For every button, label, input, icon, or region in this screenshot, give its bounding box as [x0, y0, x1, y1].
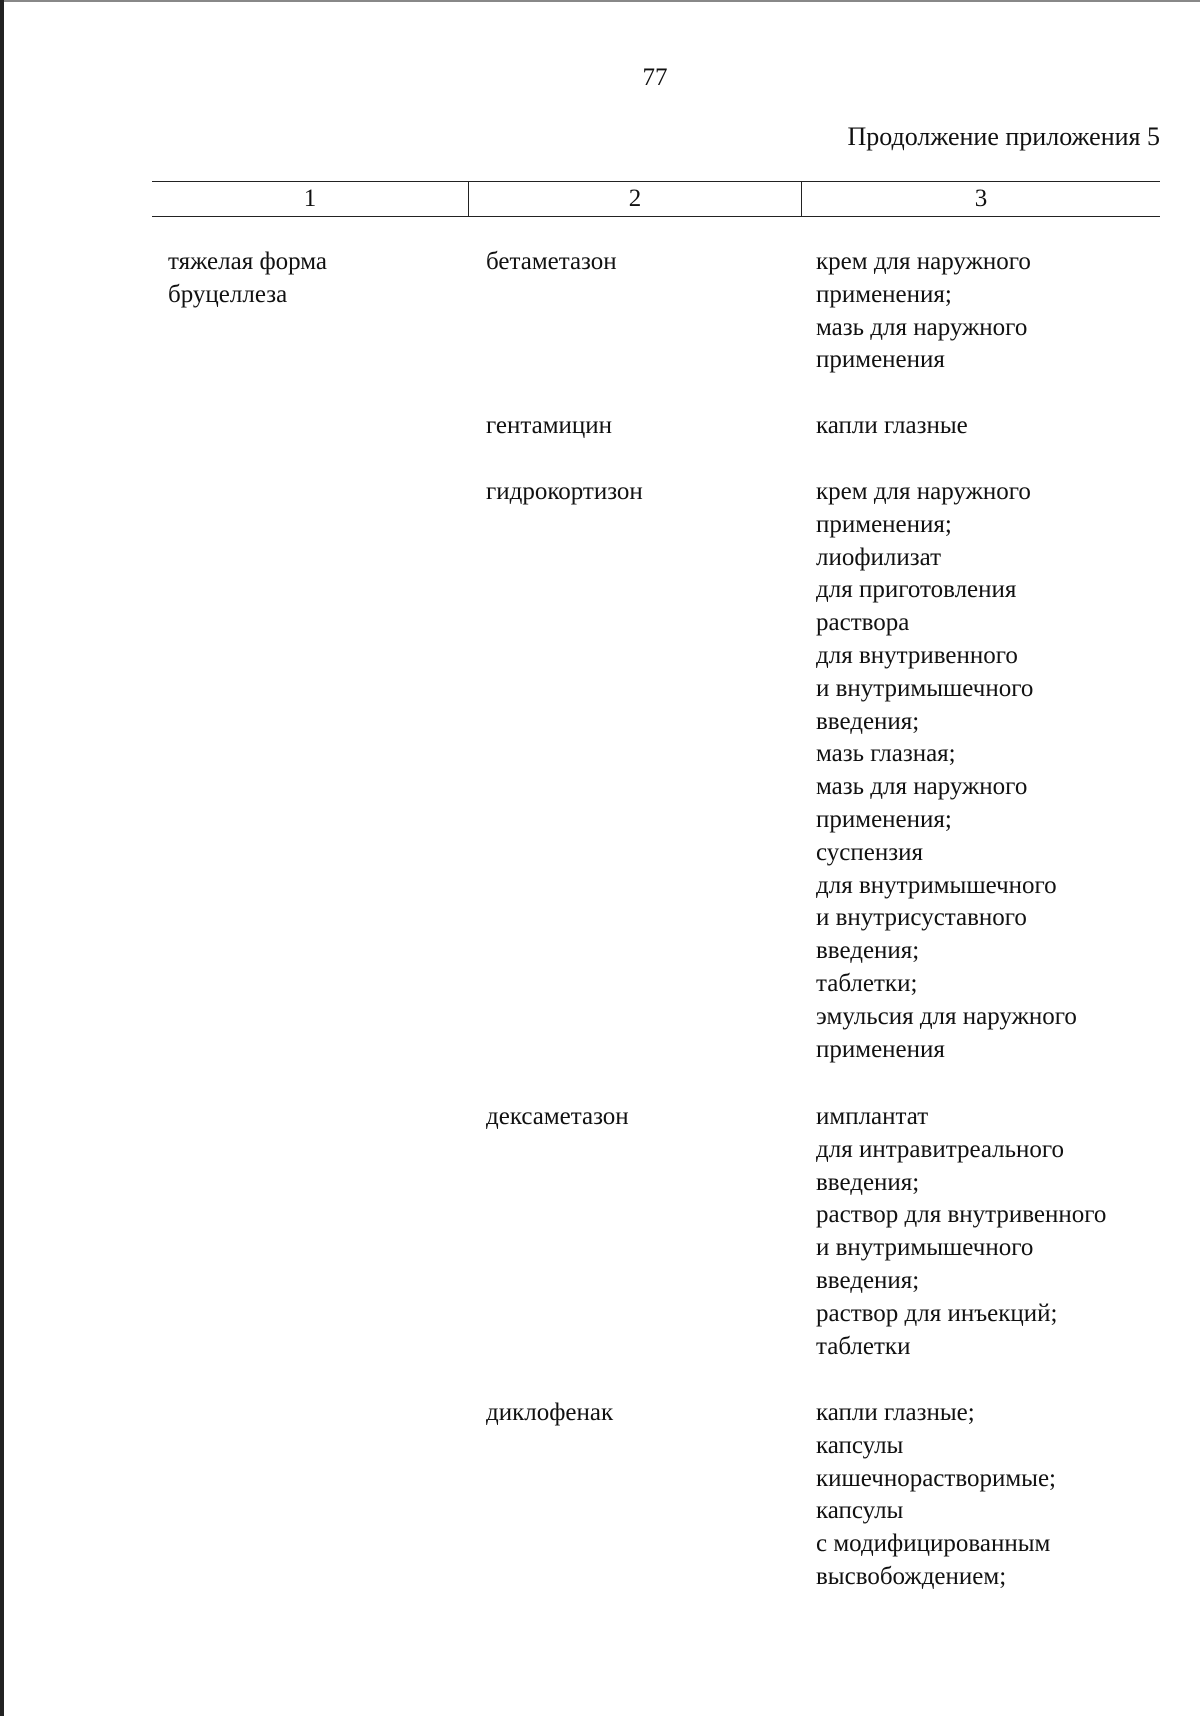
- form-line: высвобождением;: [816, 1562, 1007, 1590]
- drug-forms: [816, 246, 1031, 377]
- form-line: с модифицированным: [816, 1530, 1051, 1558]
- form-line: мазь глазная;: [816, 740, 956, 768]
- form-line: кишечнорастворимые;: [816, 1464, 1056, 1492]
- form-line: таблетки: [816, 1332, 911, 1360]
- form-line: введения;: [816, 937, 920, 965]
- drug-forms: [816, 410, 968, 443]
- header-column-1: 1: [152, 182, 469, 216]
- header-column-3: 3: [974, 185, 988, 212]
- form-line: и внутрисуставного: [816, 904, 1027, 932]
- form-line: раствора: [816, 609, 910, 637]
- scan-edge-left: [0, 0, 4, 1716]
- drug-forms: [816, 476, 1077, 1066]
- drug-forms: [816, 1397, 1056, 1594]
- form-line: применения: [816, 346, 945, 374]
- form-line: лиофилизат: [816, 543, 942, 571]
- form-line: применения;: [816, 805, 952, 833]
- form-line: капли глазные: [816, 412, 968, 439]
- form-line: и внутримышечного: [816, 1234, 1034, 1262]
- drug-name: дексаметазон: [486, 1103, 629, 1130]
- form-line: суспензия: [816, 838, 923, 866]
- form-line: и внутримышечного: [816, 674, 1034, 702]
- page-number: 77: [642, 64, 668, 91]
- disease-cell: [168, 246, 327, 312]
- table-header: [152, 181, 1160, 217]
- form-line: для внутримышечного: [816, 871, 1057, 899]
- form-line: введения;: [816, 707, 920, 735]
- form-line: для приготовления: [816, 576, 1017, 604]
- form-line: введения;: [816, 1168, 920, 1196]
- form-line: применения: [816, 1035, 945, 1063]
- form-line: капли глазные;: [816, 1399, 975, 1426]
- form-line: эмульсия для наружного: [816, 1002, 1077, 1030]
- form-line: применения;: [816, 280, 952, 308]
- form-line: раствор для внутривенного: [816, 1201, 1107, 1229]
- form-line: таблетки;: [816, 969, 918, 997]
- form-line: мазь для наружного: [816, 773, 1028, 801]
- form-line: для интравитреального: [816, 1135, 1065, 1163]
- form-line: капсулы: [816, 1431, 904, 1459]
- form-line: крем для наружного: [816, 478, 1031, 505]
- form-line: мазь для наружного: [816, 313, 1028, 341]
- continuation-title: Продолжение приложения 5: [847, 122, 1160, 151]
- drug-name: бетаметазон: [486, 248, 617, 275]
- disease-line: бруцеллеза: [168, 280, 288, 308]
- scan-edge-top: [0, 0, 1200, 2]
- header-column-2: 2: [469, 182, 802, 216]
- form-line: раствор для инъекций;: [816, 1299, 1058, 1327]
- disease-line: тяжелая форма: [168, 248, 328, 275]
- form-line: имплантат: [816, 1103, 929, 1130]
- drug-name: диклофенак: [486, 1399, 614, 1426]
- form-line: для внутривенного: [816, 641, 1018, 669]
- drug-name: гидрокортизон: [486, 478, 643, 505]
- form-line: крем для наружного: [816, 248, 1031, 275]
- form-line: применения;: [816, 510, 952, 538]
- form-line: введения;: [816, 1266, 920, 1294]
- form-line: капсулы: [816, 1497, 904, 1525]
- drug-name: гентамицин: [486, 412, 613, 439]
- drug-forms: [816, 1101, 1106, 1363]
